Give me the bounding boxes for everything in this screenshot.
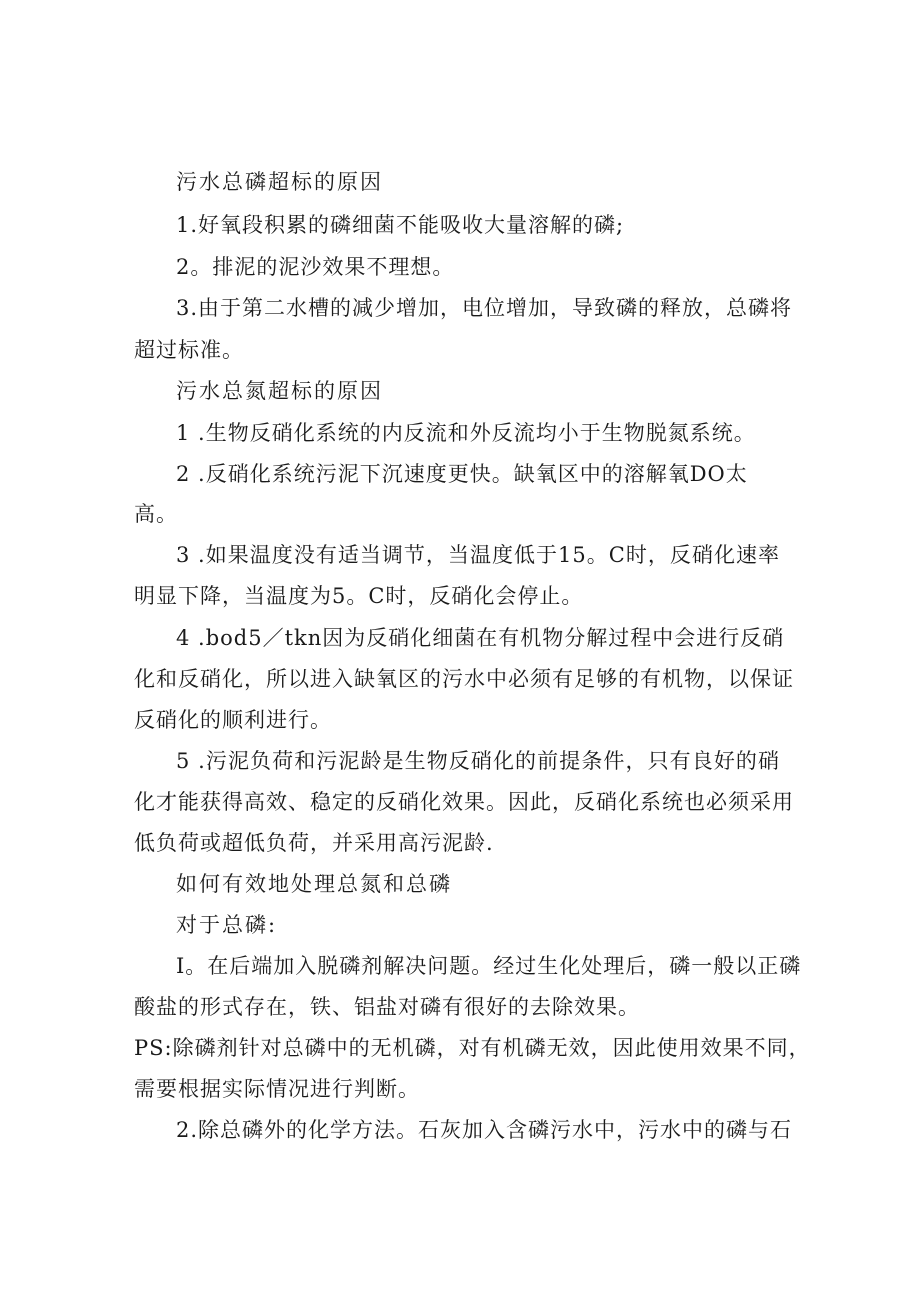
section-heading-nitrogen-causes: 污水总氮超标的原因 <box>176 379 383 403</box>
paragraph-line: 超过标准。 <box>134 338 244 362</box>
paragraph-line: 3.由于第二水槽的减少增加，电位增加，导致磷的释放，总磷将 <box>176 296 793 320</box>
paragraph-line: I。在后端加入脱磷剂解决问题。经过生化处理后，磷一般以正磷 <box>176 954 802 978</box>
paragraph-line: 高。 <box>134 502 178 526</box>
paragraph-line: 明显下降，当温度为5。C时，反硝化会停止。 <box>134 584 584 608</box>
paragraph-line: 2。排泥的泥沙效果不理想。 <box>176 255 455 279</box>
paragraph-line: 反硝化的顺利进行。 <box>134 708 332 732</box>
subheading-total-phosphorus: 对于总磷: <box>176 913 278 937</box>
paragraph-line: 化才能获得高效、稳定的反硝化效果。因此，反硝化系统也必须采用 <box>134 790 794 814</box>
paragraph-line: 4 .bod5／tkn因为反硝化细菌在有机物分解过程中会进行反硝 <box>176 626 785 650</box>
paragraph-line: 2 .反硝化系统污泥下沉速度更快。缺氧区中的溶解氧DO太 <box>176 462 748 486</box>
paragraph-line: PS:除磷剂针对总磷中的无机磷，对有机磷无效，因此使用效果不同， <box>134 1036 811 1060</box>
paragraph-line: 酸盐的形式存在，铁、铝盐对磷有很好的去除效果。 <box>134 995 640 1019</box>
section-heading-treatment: 如何有效地处理总氮和总磷 <box>176 872 452 896</box>
paragraph-line: 需要根据实际情况进行判断。 <box>134 1077 420 1101</box>
paragraph-line: 1 .生物反硝化系统的内反流和外反流均小于生物脱氮系统。 <box>176 421 756 445</box>
paragraph-line: 3 .如果温度没有适当调节，当温度低于15。C时，反硝化速率 <box>176 543 780 567</box>
section-heading-phosphorus-causes: 污水总磷超标的原因 <box>176 170 383 194</box>
paragraph-line: 2.除总磷外的化学方法。石灰加入含磷污水中，污水中的磷与石 <box>176 1118 793 1142</box>
paragraph-line: 5 .污泥负荷和污泥龄是生物反硝化的前提条件，只有良好的硝 <box>176 749 780 773</box>
paragraph-line: 低负荷或超低负荷，并采用高污泥龄. <box>134 831 494 855</box>
paragraph-line: 1.好氧段积累的磷细菌不能吸收大量溶解的磷; <box>176 213 625 237</box>
paragraph-line: 化和反硝化，所以进入缺氧区的污水中必须有足够的有机物，以保证 <box>134 667 794 691</box>
